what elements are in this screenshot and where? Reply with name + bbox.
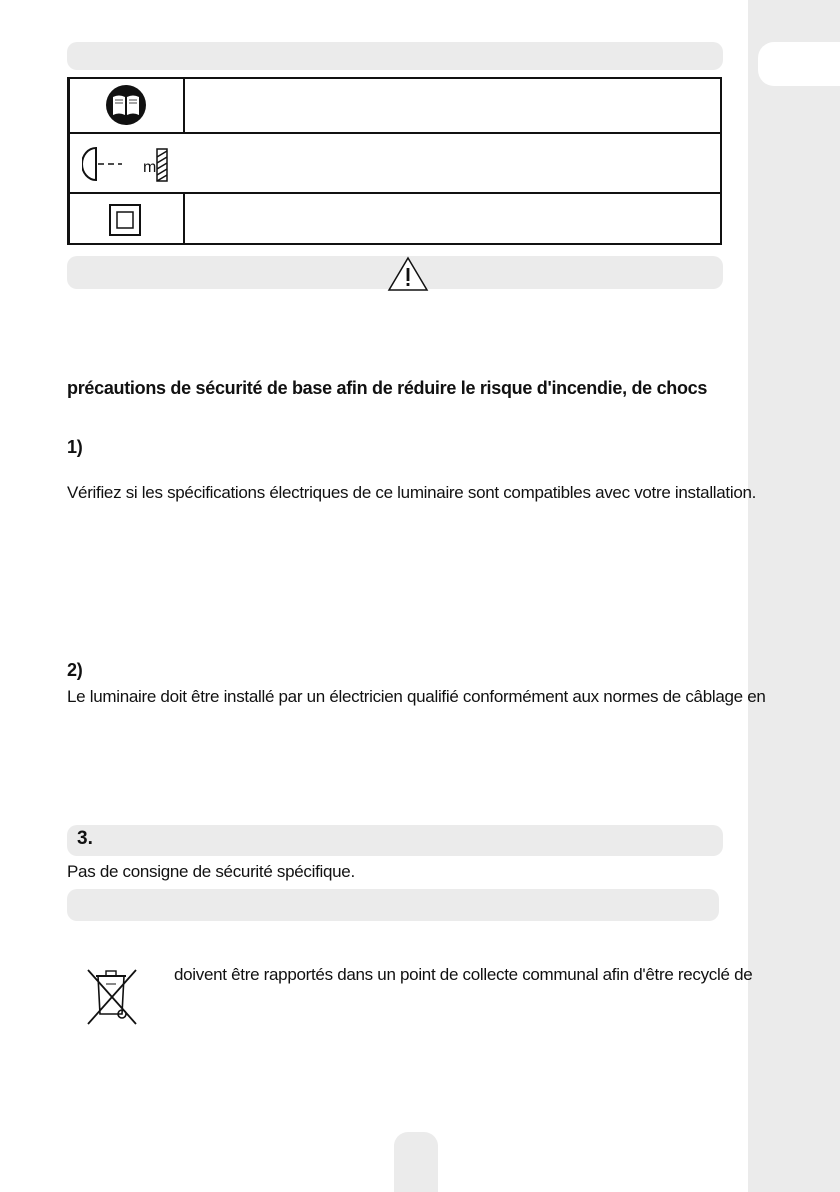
language-tab [758, 42, 840, 86]
section-2-text: Le luminaire doit être installé par un électricien qualifié conformément aux normes de câblage en [67, 687, 766, 706]
read-manual-icon [105, 84, 147, 126]
symbols-row [70, 194, 720, 245]
section-3-band [67, 825, 723, 856]
section-2-number: 2) [67, 660, 83, 680]
cell-divider [183, 194, 185, 245]
section-3-number: 3. [77, 828, 93, 849]
symbols-row [70, 79, 720, 134]
section-1-text: Vérifiez si les spécifications électriques de ce luminaire sont compatibles avec votre installation. [67, 483, 757, 502]
page-number-tab [394, 1132, 438, 1192]
recycling-band [67, 889, 719, 921]
warning-triangle-icon [387, 256, 429, 292]
section-1-number: 1) [67, 437, 83, 457]
distance-unit: m [143, 159, 157, 176]
section-3-text: Pas de consigne de sécurité spécifique. [67, 862, 355, 881]
symbols-table [67, 77, 722, 245]
intro-text: précautions de sécurité de base afin de réduire le risque d'incendie, de chocs [67, 378, 708, 398]
weee-crossed-bin-icon [84, 966, 142, 1028]
symbols-header-band [67, 42, 723, 70]
warning-band [67, 256, 723, 289]
recycling-text: doivent être rapportés dans un point de collecte communal afin d'être recyclé de [174, 965, 753, 984]
side-strip [748, 0, 840, 1192]
cell-divider [183, 79, 185, 134]
min-distance-icon [82, 145, 172, 185]
class-ii-icon [108, 203, 142, 237]
